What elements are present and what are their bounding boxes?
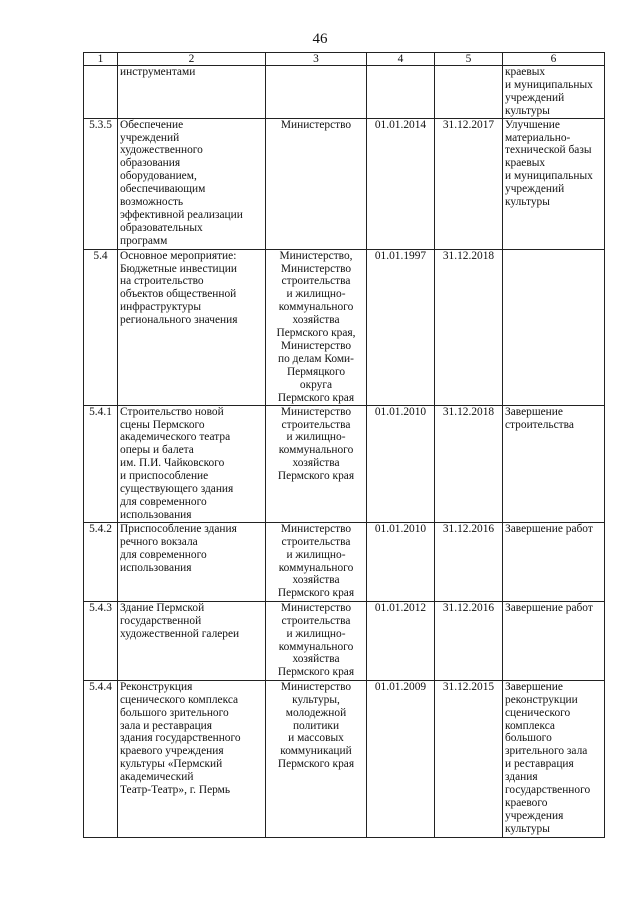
row-number: 5.4.1 <box>84 405 118 522</box>
activity-name: Приспособление здания речного вокзала для современного использования <box>118 522 266 601</box>
row-number: 5.4 <box>84 249 118 405</box>
end-date: 31.12.2018 <box>435 405 503 522</box>
end-date: 31.12.2016 <box>435 522 503 601</box>
executor <box>266 66 367 119</box>
expected-result: Завершение работ <box>503 522 605 601</box>
activity-name: Реконструкция сценического комплекса большого зрительного зала и реставрация здания государственного краевого учреждения культуры «Пермский академический Театр-Театр», г. Пермь <box>118 680 266 837</box>
column-header: 4 <box>367 53 435 66</box>
column-header: 3 <box>266 53 367 66</box>
table-row <box>84 66 605 119</box>
table-row <box>84 405 605 522</box>
expected-result: Улучшение материально- технической базы краевых и муниципальных учреждений культуры <box>503 118 605 249</box>
end-date <box>435 66 503 119</box>
start-date: 01.01.2009 <box>367 680 435 837</box>
activity-name: Строительство новой сцены Пермского академического театра оперы и балета им. П.И. Чайковского и приспособление существующего здания для современного использования <box>118 405 266 522</box>
page-number: 46 <box>312 31 328 47</box>
activity-name: Основное мероприятие: Бюджетные инвестиции на строительство объектов общественной инфраструктуры регионального значения <box>118 249 266 405</box>
activity-name: инструментами <box>118 66 266 119</box>
expected-result: Завершение строительства <box>503 405 605 522</box>
start-date: 01.01.2012 <box>367 601 435 680</box>
activity-name: Здание Пермской государственной художественной галереи <box>118 601 266 680</box>
table-row <box>84 522 605 601</box>
executor: Министерство, Министерство строительства и жилищно- коммунального хозяйства Пермского края, Министерство по делам Коми- Пермяцкого округа Пермского края <box>266 249 367 405</box>
expected-result: краевых и муниципальных учреждений культуры <box>503 66 605 119</box>
expected-result: Завершение реконструкции сценического комплекса большого зрительного зала и реставрация здания государственного краевого учреждения культуры <box>503 680 605 837</box>
table-row <box>84 249 605 405</box>
row-number: 5.3.5 <box>84 118 118 249</box>
end-date: 31.12.2015 <box>435 680 503 837</box>
start-date <box>367 66 435 119</box>
executor: Министерство строительства и жилищно- коммунального хозяйства Пермского края <box>266 405 367 522</box>
executor: Министерство строительства и жилищно- коммунального хозяйства Пермского края <box>266 522 367 601</box>
table-header-row <box>84 53 605 66</box>
executor: Министерство строительства и жилищно- коммунального хозяйства Пермского края <box>266 601 367 680</box>
expected-result: Завершение работ <box>503 601 605 680</box>
end-date: 31.12.2017 <box>435 118 503 249</box>
start-date: 01.01.1997 <box>367 249 435 405</box>
end-date: 31.12.2018 <box>435 249 503 405</box>
expected-result <box>503 249 605 405</box>
activity-name: Обеспечение учреждений художественного образования оборудованием, обеспечивающим возможность эффективной реализации образовательных программ <box>118 118 266 249</box>
row-number: 5.4.4 <box>84 680 118 837</box>
end-date: 31.12.2016 <box>435 601 503 680</box>
activities-table <box>83 52 605 838</box>
column-header: 6 <box>503 53 605 66</box>
start-date: 01.01.2014 <box>367 118 435 249</box>
column-header: 2 <box>118 53 266 66</box>
row-number <box>84 66 118 119</box>
row-number: 5.4.3 <box>84 601 118 680</box>
table-row <box>84 118 605 249</box>
table-row <box>84 601 605 680</box>
executor: Министерство <box>266 118 367 249</box>
table-row <box>84 680 605 837</box>
column-header: 1 <box>84 53 118 66</box>
start-date: 01.01.2010 <box>367 405 435 522</box>
executor: Министерство культуры, молодежной политики и массовых коммуникаций Пермского края <box>266 680 367 837</box>
column-header: 5 <box>435 53 503 66</box>
start-date: 01.01.2010 <box>367 522 435 601</box>
row-number: 5.4.2 <box>84 522 118 601</box>
